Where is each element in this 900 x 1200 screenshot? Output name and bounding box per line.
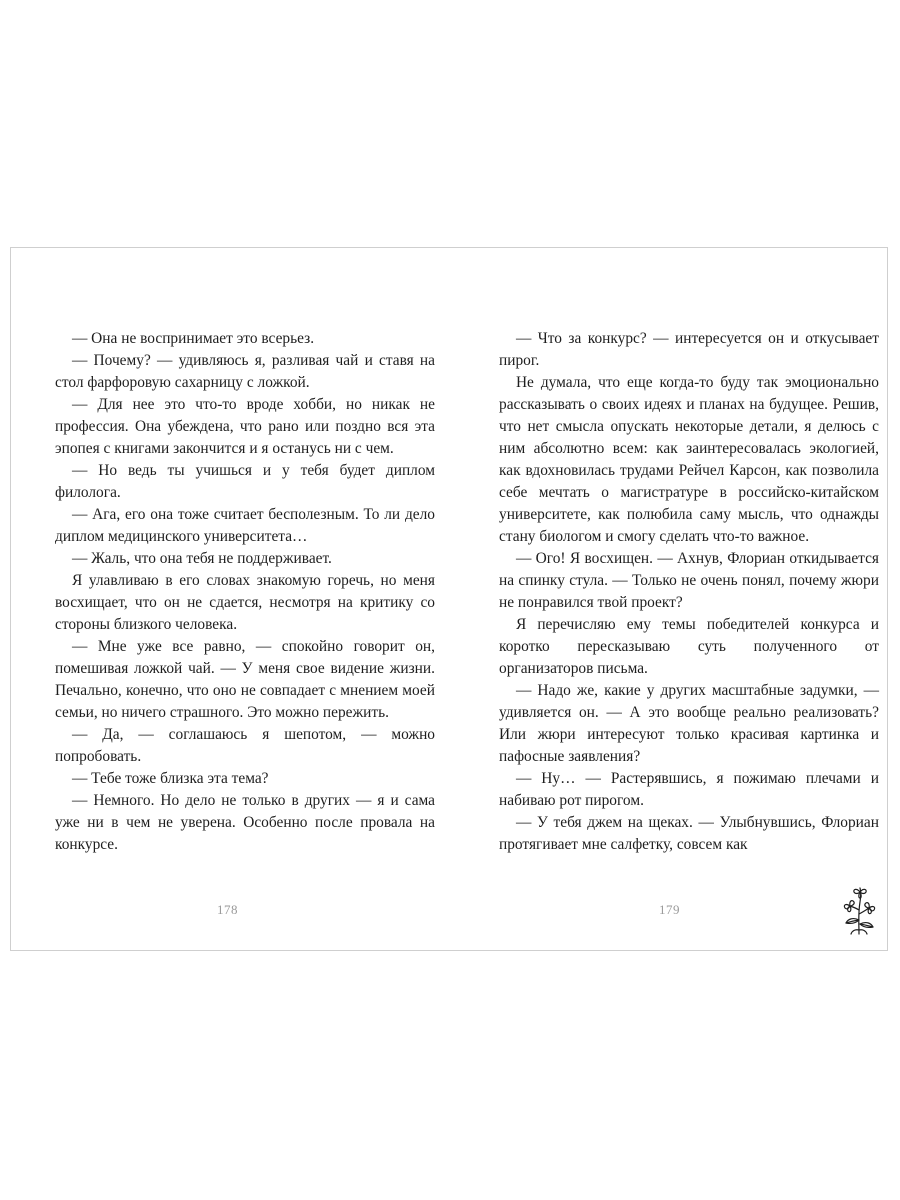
page-number-left: 178: [217, 902, 238, 917]
paragraph: — Жаль, что она тебя не поддерживает.: [71, 550, 332, 567]
left-page-text: [55, 328, 435, 856]
paragraph: — Да, — соглашаюсь я шепотом, — можно попробовать.: [55, 726, 435, 765]
paragraph: — Что за конкурс? — интересуется он и откусывает пирог.: [499, 330, 879, 369]
paragraph: — Для нее это что-то вроде хобби, но никак не профессия. Она убеждена, что рано или поздно вся эта эпопея с книгами закончится и я останусь ни с чем.: [55, 396, 435, 457]
paragraph: — Ну… — Растерявшись, я пожимаю плечами и набиваю рот пирогом.: [499, 770, 879, 809]
right-page-text: [499, 328, 879, 856]
paragraph: — У тебя джем на щеках. — Улыбнувшись, Флориан протягивает мне салфетку, совсем как: [499, 814, 879, 853]
paragraph: — Ага, его она тоже считает бесполезным. То ли дело диплом медицинского университета…: [55, 506, 435, 545]
paragraph: — Почему? — удивляюсь я, разливая чай и ставя на стол фарфоровую сахарницу с ложкой.: [55, 352, 435, 391]
paragraph: Я перечисляю ему темы победителей конкурса и коротко пересказываю суть полученного от организаторов письма.: [499, 616, 879, 677]
paragraph: Не думала, что еще когда-то буду так эмоционально рассказывать о своих идеях и планах на будущее. Решив, что нет смысла опускать некоторые детали, я делюсь с ним абсолютно всем: как заинтересовалась экологией, как вдохновилась трудами Рейчел Карсон, как позволила себе мечтать о магистратуре в российско-китайском университете, как полюбила саму мысль, что однажды стану биологом и смогу сделать что-то важное.: [499, 374, 879, 545]
paragraph: — Тебе тоже близка эта тема?: [71, 770, 269, 787]
flower-branch-icon: [839, 886, 879, 936]
paragraph: — Она не воспринимает это всерьез.: [71, 330, 315, 347]
paragraph: — Мне уже все равно, — спокойно говорит он, помешивая ложкой чай. — У меня свое видение жизни. Печально, конечно, что оно не совпадает с мнением моей семьи, но ничего страшного. Это можно пережить.: [55, 638, 435, 721]
paragraph: — Немного. Но дело не только в других — я и сама уже ни в чем не уверена. Особенно после провала на конкурсе.: [55, 792, 435, 853]
paragraph: — Но ведь ты учишься и у тебя будет диплом филолога.: [55, 462, 435, 501]
paragraph: — Надо же, какие у других масштабные задумки, — удивляется он. — А это вообще реально реализовать? Или жюри интересуют только красивая картинка и пафосные заявления?: [499, 682, 879, 765]
book-spread: [10, 247, 888, 951]
paragraph: — Ого! Я восхищен. — Ахнув, Флориан откидывается на спинку стула. — Только не очень понял, почему жюри не понравился твой проект?: [499, 550, 879, 611]
paragraph: Я улавливаю в его словах знакомую горечь, но меня восхищает, что он не сдается, несмотря на критику со стороны близкого человека.: [55, 572, 435, 633]
page-number-right: 179: [659, 902, 680, 917]
